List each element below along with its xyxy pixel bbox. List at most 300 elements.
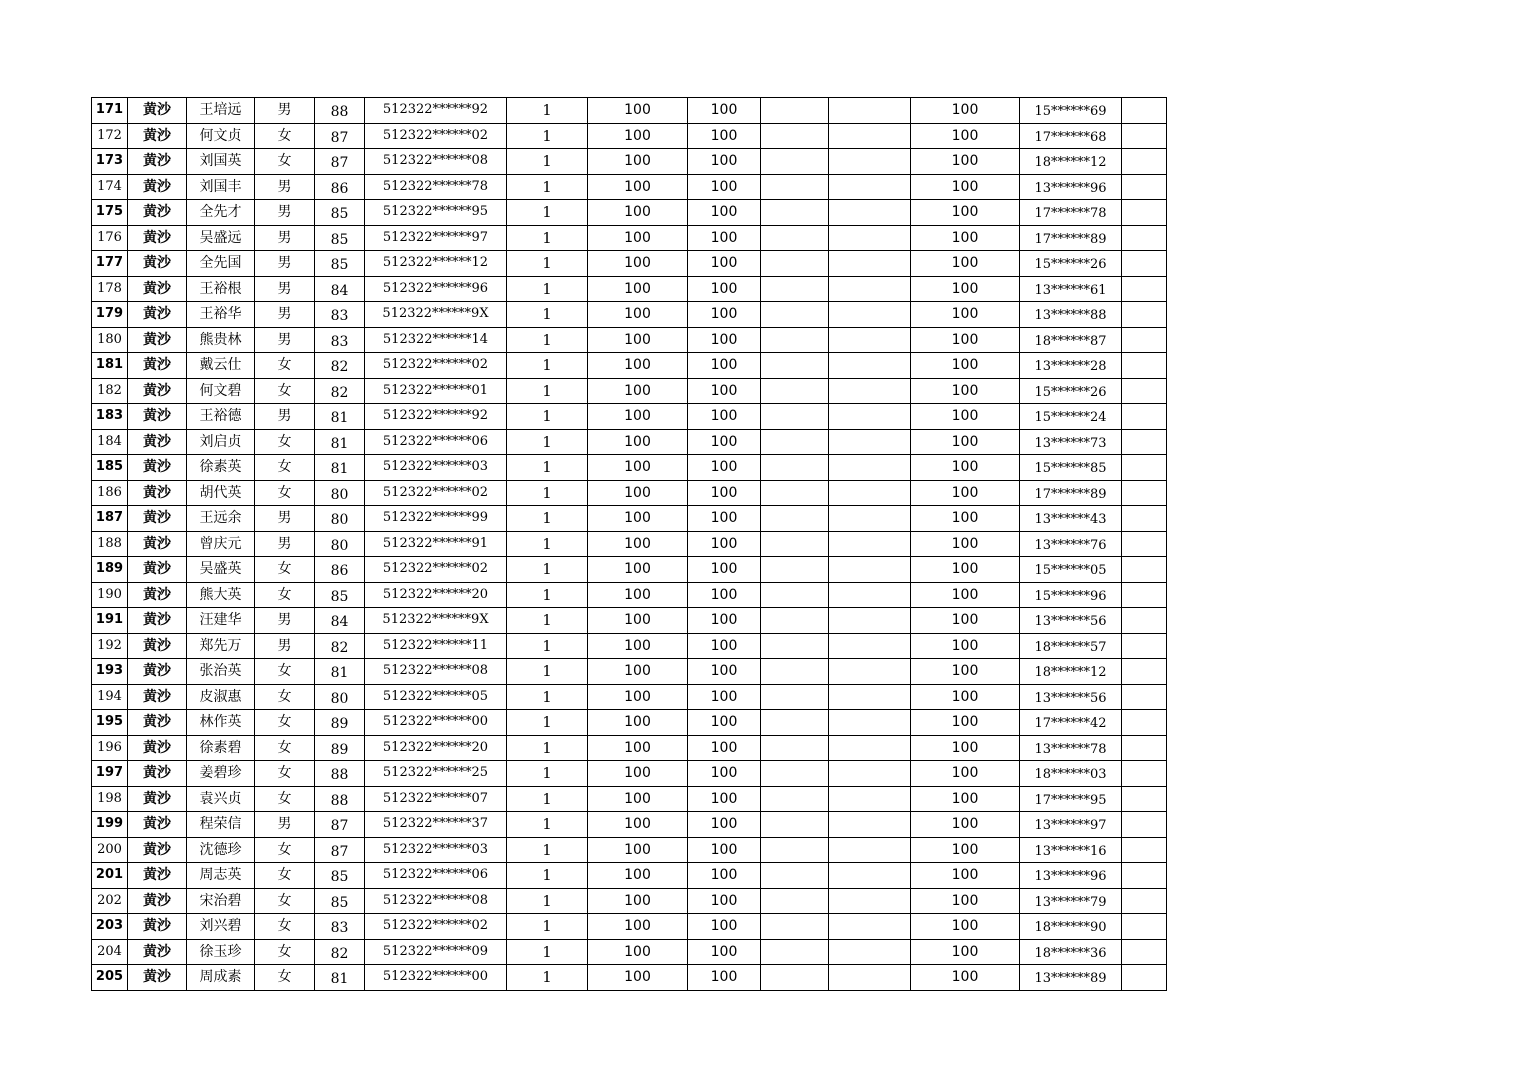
amount-cell-2: 100 [688, 149, 761, 175]
empty-cell-2 [829, 659, 911, 685]
seq-cell: 181 [92, 353, 128, 379]
gender-cell: 女 [255, 378, 315, 404]
amount-cell-1: 100 [588, 225, 688, 251]
amount-cell-3: 100 [911, 735, 1020, 761]
amount-cell-2: 100 [688, 200, 761, 226]
seq-cell: 180 [92, 327, 128, 353]
gender-cell: 女 [255, 480, 315, 506]
amount-cell-1: 100 [588, 455, 688, 481]
id-number-cell: 512322******02 [365, 914, 507, 940]
empty-cell-1 [761, 123, 829, 149]
name-cell: 汪建华 [187, 608, 255, 634]
seq-cell: 173 [92, 149, 128, 175]
name-cell: 徐玉珍 [187, 939, 255, 965]
empty-cell-1 [761, 353, 829, 379]
name-cell: 王裕华 [187, 302, 255, 328]
id-number-cell: 512322******14 [365, 327, 507, 353]
village-cell: 黄沙 [128, 455, 187, 481]
name-cell: 何文碧 [187, 378, 255, 404]
gender-cell: 男 [255, 251, 315, 277]
empty-cell-1 [761, 837, 829, 863]
phone-cell: 18******90 [1020, 914, 1122, 940]
amount-cell-2: 100 [688, 659, 761, 685]
empty-cell-2 [829, 914, 911, 940]
amount-cell-3: 100 [911, 557, 1020, 583]
amount-cell-2: 100 [688, 608, 761, 634]
village-cell: 黄沙 [128, 710, 187, 736]
amount-cell-3: 100 [911, 863, 1020, 889]
count-cell: 1 [507, 659, 588, 685]
id-number-cell: 512322******03 [365, 455, 507, 481]
village-cell: 黄沙 [128, 149, 187, 175]
phone-cell: 15******05 [1020, 557, 1122, 583]
gender-cell: 女 [255, 429, 315, 455]
empty-cell-1 [761, 557, 829, 583]
amount-cell-2: 100 [688, 251, 761, 277]
amount-cell-2: 100 [688, 455, 761, 481]
id-number-cell: 512322******05 [365, 684, 507, 710]
amount-cell-3: 100 [911, 353, 1020, 379]
age-cell: 80 [315, 506, 365, 532]
seq-cell: 201 [92, 863, 128, 889]
empty-cell-3 [1122, 914, 1167, 940]
amount-cell-2: 100 [688, 582, 761, 608]
count-cell: 1 [507, 557, 588, 583]
name-cell: 熊贵林 [187, 327, 255, 353]
id-number-cell: 512322******01 [365, 378, 507, 404]
amount-cell-2: 100 [688, 404, 761, 430]
gender-cell: 男 [255, 404, 315, 430]
name-cell: 胡代英 [187, 480, 255, 506]
count-cell: 1 [507, 939, 588, 965]
table-row [92, 710, 1167, 736]
phone-cell: 15******96 [1020, 582, 1122, 608]
village-cell: 黄沙 [128, 506, 187, 532]
empty-cell-3 [1122, 684, 1167, 710]
name-cell: 曾庆元 [187, 531, 255, 557]
age-cell: 80 [315, 531, 365, 557]
count-cell: 1 [507, 914, 588, 940]
empty-cell-3 [1122, 659, 1167, 685]
id-number-cell: 512322******06 [365, 429, 507, 455]
empty-cell-1 [761, 939, 829, 965]
age-cell: 84 [315, 276, 365, 302]
village-cell: 黄沙 [128, 302, 187, 328]
amount-cell-1: 100 [588, 302, 688, 328]
empty-cell-2 [829, 353, 911, 379]
amount-cell-1: 100 [588, 608, 688, 634]
phone-cell: 13******61 [1020, 276, 1122, 302]
empty-cell-2 [829, 710, 911, 736]
amount-cell-1: 100 [588, 123, 688, 149]
village-cell: 黄沙 [128, 353, 187, 379]
amount-cell-2: 100 [688, 174, 761, 200]
age-cell: 85 [315, 863, 365, 889]
phone-cell: 13******28 [1020, 353, 1122, 379]
table-row [92, 327, 1167, 353]
phone-cell: 17******68 [1020, 123, 1122, 149]
gender-cell: 女 [255, 863, 315, 889]
count-cell: 1 [507, 608, 588, 634]
gender-cell: 女 [255, 939, 315, 965]
name-cell: 王裕德 [187, 404, 255, 430]
amount-cell-3: 100 [911, 608, 1020, 634]
amount-cell-2: 100 [688, 965, 761, 991]
count-cell: 1 [507, 455, 588, 481]
count-cell: 1 [507, 506, 588, 532]
count-cell: 1 [507, 276, 588, 302]
seq-cell: 192 [92, 633, 128, 659]
name-cell: 张治英 [187, 659, 255, 685]
table-row [92, 888, 1167, 914]
empty-cell-2 [829, 404, 911, 430]
amount-cell-3: 100 [911, 812, 1020, 838]
village-cell: 黄沙 [128, 531, 187, 557]
count-cell: 1 [507, 735, 588, 761]
amount-cell-2: 100 [688, 786, 761, 812]
table-row [92, 761, 1167, 787]
table-row [92, 225, 1167, 251]
amount-cell-3: 100 [911, 480, 1020, 506]
empty-cell-3 [1122, 480, 1167, 506]
village-cell: 黄沙 [128, 327, 187, 353]
phone-cell: 17******78 [1020, 200, 1122, 226]
village-cell: 黄沙 [128, 786, 187, 812]
age-cell: 81 [315, 429, 365, 455]
count-cell: 1 [507, 251, 588, 277]
phone-cell: 13******56 [1020, 684, 1122, 710]
empty-cell-3 [1122, 200, 1167, 226]
table-row [92, 455, 1167, 481]
name-cell: 姜碧珍 [187, 761, 255, 787]
id-number-cell: 512322******08 [365, 659, 507, 685]
amount-cell-2: 100 [688, 302, 761, 328]
phone-cell: 13******79 [1020, 888, 1122, 914]
phone-cell: 13******76 [1020, 531, 1122, 557]
table-row [92, 200, 1167, 226]
seq-cell: 195 [92, 710, 128, 736]
empty-cell-3 [1122, 455, 1167, 481]
count-cell: 1 [507, 98, 588, 124]
gender-cell: 女 [255, 786, 315, 812]
amount-cell-1: 100 [588, 429, 688, 455]
gender-cell: 男 [255, 200, 315, 226]
gender-cell: 男 [255, 174, 315, 200]
amount-cell-3: 100 [911, 659, 1020, 685]
gender-cell: 男 [255, 276, 315, 302]
age-cell: 87 [315, 149, 365, 175]
count-cell: 1 [507, 225, 588, 251]
empty-cell-1 [761, 276, 829, 302]
age-cell: 82 [315, 939, 365, 965]
amount-cell-3: 100 [911, 378, 1020, 404]
phone-cell: 18******12 [1020, 659, 1122, 685]
name-cell: 袁兴贞 [187, 786, 255, 812]
seq-cell: 179 [92, 302, 128, 328]
count-cell: 1 [507, 888, 588, 914]
seq-cell: 197 [92, 761, 128, 787]
id-number-cell: 512322******92 [365, 98, 507, 124]
amount-cell-1: 100 [588, 888, 688, 914]
amount-cell-2: 100 [688, 863, 761, 889]
gender-cell: 女 [255, 353, 315, 379]
age-cell: 85 [315, 200, 365, 226]
id-number-cell: 512322******92 [365, 404, 507, 430]
seq-cell: 191 [92, 608, 128, 634]
empty-cell-2 [829, 786, 911, 812]
table-row [92, 735, 1167, 761]
name-cell: 徐素碧 [187, 735, 255, 761]
empty-cell-3 [1122, 531, 1167, 557]
empty-cell-2 [829, 863, 911, 889]
amount-cell-1: 100 [588, 939, 688, 965]
empty-cell-3 [1122, 735, 1167, 761]
age-cell: 84 [315, 608, 365, 634]
village-cell: 黄沙 [128, 684, 187, 710]
seq-cell: 198 [92, 786, 128, 812]
amount-cell-3: 100 [911, 582, 1020, 608]
amount-cell-3: 100 [911, 276, 1020, 302]
amount-cell-3: 100 [911, 633, 1020, 659]
seq-cell: 174 [92, 174, 128, 200]
count-cell: 1 [507, 837, 588, 863]
phone-cell: 13******16 [1020, 837, 1122, 863]
empty-cell-1 [761, 659, 829, 685]
name-cell: 全先国 [187, 251, 255, 277]
amount-cell-3: 100 [911, 174, 1020, 200]
empty-cell-2 [829, 812, 911, 838]
table-row [92, 914, 1167, 940]
village-cell: 黄沙 [128, 863, 187, 889]
empty-cell-1 [761, 480, 829, 506]
empty-cell-2 [829, 123, 911, 149]
phone-cell: 13******96 [1020, 863, 1122, 889]
empty-cell-2 [829, 531, 911, 557]
age-cell: 86 [315, 557, 365, 583]
amount-cell-1: 100 [588, 786, 688, 812]
amount-cell-3: 100 [911, 225, 1020, 251]
age-cell: 81 [315, 455, 365, 481]
data-table [91, 97, 1167, 991]
empty-cell-3 [1122, 276, 1167, 302]
amount-cell-1: 100 [588, 200, 688, 226]
village-cell: 黄沙 [128, 888, 187, 914]
phone-cell: 13******89 [1020, 965, 1122, 991]
gender-cell: 女 [255, 149, 315, 175]
empty-cell-2 [829, 939, 911, 965]
id-number-cell: 512322******02 [365, 480, 507, 506]
amount-cell-1: 100 [588, 327, 688, 353]
seq-cell: 203 [92, 914, 128, 940]
table-row [92, 429, 1167, 455]
empty-cell-3 [1122, 98, 1167, 124]
name-cell: 程荣信 [187, 812, 255, 838]
count-cell: 1 [507, 480, 588, 506]
amount-cell-2: 100 [688, 429, 761, 455]
empty-cell-2 [829, 761, 911, 787]
count-cell: 1 [507, 786, 588, 812]
phone-cell: 15******24 [1020, 404, 1122, 430]
amount-cell-1: 100 [588, 480, 688, 506]
amount-cell-1: 100 [588, 735, 688, 761]
amount-cell-2: 100 [688, 531, 761, 557]
id-number-cell: 512322******20 [365, 582, 507, 608]
table-row [92, 404, 1167, 430]
name-cell: 王培远 [187, 98, 255, 124]
empty-cell-3 [1122, 506, 1167, 532]
amount-cell-2: 100 [688, 506, 761, 532]
amount-cell-3: 100 [911, 149, 1020, 175]
seq-cell: 194 [92, 684, 128, 710]
village-cell: 黄沙 [128, 429, 187, 455]
amount-cell-3: 100 [911, 506, 1020, 532]
count-cell: 1 [507, 633, 588, 659]
phone-cell: 13******73 [1020, 429, 1122, 455]
amount-cell-3: 100 [911, 200, 1020, 226]
seq-cell: 193 [92, 659, 128, 685]
amount-cell-2: 100 [688, 327, 761, 353]
seq-cell: 187 [92, 506, 128, 532]
amount-cell-2: 100 [688, 353, 761, 379]
empty-cell-1 [761, 302, 829, 328]
phone-cell: 13******88 [1020, 302, 1122, 328]
amount-cell-2: 100 [688, 888, 761, 914]
count-cell: 1 [507, 149, 588, 175]
empty-cell-1 [761, 251, 829, 277]
amount-cell-3: 100 [911, 888, 1020, 914]
count-cell: 1 [507, 404, 588, 430]
empty-cell-3 [1122, 149, 1167, 175]
empty-cell-3 [1122, 939, 1167, 965]
phone-cell: 18******36 [1020, 939, 1122, 965]
empty-cell-3 [1122, 812, 1167, 838]
seq-cell: 185 [92, 455, 128, 481]
empty-cell-3 [1122, 582, 1167, 608]
empty-cell-3 [1122, 837, 1167, 863]
empty-cell-3 [1122, 123, 1167, 149]
amount-cell-1: 100 [588, 710, 688, 736]
amount-cell-1: 100 [588, 149, 688, 175]
seq-cell: 177 [92, 251, 128, 277]
age-cell: 85 [315, 888, 365, 914]
empty-cell-3 [1122, 327, 1167, 353]
amount-cell-2: 100 [688, 735, 761, 761]
phone-cell: 18******03 [1020, 761, 1122, 787]
village-cell: 黄沙 [128, 659, 187, 685]
amount-cell-3: 100 [911, 939, 1020, 965]
seq-cell: 172 [92, 123, 128, 149]
phone-cell: 13******78 [1020, 735, 1122, 761]
empty-cell-2 [829, 480, 911, 506]
age-cell: 87 [315, 837, 365, 863]
id-number-cell: 512322******07 [365, 786, 507, 812]
empty-cell-3 [1122, 378, 1167, 404]
empty-cell-1 [761, 327, 829, 353]
amount-cell-1: 100 [588, 914, 688, 940]
seq-cell: 171 [92, 98, 128, 124]
phone-cell: 13******96 [1020, 174, 1122, 200]
age-cell: 86 [315, 174, 365, 200]
empty-cell-2 [829, 684, 911, 710]
amount-cell-2: 100 [688, 812, 761, 838]
empty-cell-2 [829, 98, 911, 124]
seq-cell: 186 [92, 480, 128, 506]
empty-cell-2 [829, 149, 911, 175]
name-cell: 王远余 [187, 506, 255, 532]
empty-cell-1 [761, 608, 829, 634]
empty-cell-2 [829, 200, 911, 226]
gender-cell: 男 [255, 327, 315, 353]
gender-cell: 男 [255, 506, 315, 532]
table-row [92, 531, 1167, 557]
empty-cell-3 [1122, 225, 1167, 251]
village-cell: 黄沙 [128, 633, 187, 659]
empty-cell-2 [829, 506, 911, 532]
table-row [92, 98, 1167, 124]
count-cell: 1 [507, 353, 588, 379]
village-cell: 黄沙 [128, 404, 187, 430]
empty-cell-2 [829, 735, 911, 761]
empty-cell-2 [829, 276, 911, 302]
empty-cell-3 [1122, 863, 1167, 889]
id-number-cell: 512322******02 [365, 353, 507, 379]
age-cell: 87 [315, 123, 365, 149]
empty-cell-1 [761, 965, 829, 991]
phone-cell: 13******43 [1020, 506, 1122, 532]
amount-cell-1: 100 [588, 965, 688, 991]
name-cell: 吴盛英 [187, 557, 255, 583]
age-cell: 85 [315, 251, 365, 277]
table-row [92, 939, 1167, 965]
village-cell: 黄沙 [128, 939, 187, 965]
table-row [92, 251, 1167, 277]
name-cell: 刘兴碧 [187, 914, 255, 940]
gender-cell: 女 [255, 914, 315, 940]
phone-cell: 17******89 [1020, 225, 1122, 251]
empty-cell-1 [761, 761, 829, 787]
name-cell: 刘启贞 [187, 429, 255, 455]
id-number-cell: 512322******08 [365, 149, 507, 175]
name-cell: 王裕根 [187, 276, 255, 302]
table-body [92, 98, 1167, 991]
gender-cell: 男 [255, 302, 315, 328]
table-row [92, 353, 1167, 379]
name-cell: 戴云仕 [187, 353, 255, 379]
id-number-cell: 512322******37 [365, 812, 507, 838]
table-row [92, 965, 1167, 991]
amount-cell-3: 100 [911, 914, 1020, 940]
count-cell: 1 [507, 200, 588, 226]
amount-cell-3: 100 [911, 455, 1020, 481]
seq-cell: 200 [92, 837, 128, 863]
table-row [92, 608, 1167, 634]
empty-cell-2 [829, 633, 911, 659]
seq-cell: 183 [92, 404, 128, 430]
count-cell: 1 [507, 812, 588, 838]
age-cell: 81 [315, 965, 365, 991]
count-cell: 1 [507, 429, 588, 455]
amount-cell-1: 100 [588, 582, 688, 608]
name-cell: 刘国丰 [187, 174, 255, 200]
village-cell: 黄沙 [128, 480, 187, 506]
gender-cell: 男 [255, 225, 315, 251]
empty-cell-3 [1122, 429, 1167, 455]
empty-cell-2 [829, 455, 911, 481]
count-cell: 1 [507, 965, 588, 991]
table-row [92, 506, 1167, 532]
table-row [92, 684, 1167, 710]
id-number-cell: 512322******25 [365, 761, 507, 787]
